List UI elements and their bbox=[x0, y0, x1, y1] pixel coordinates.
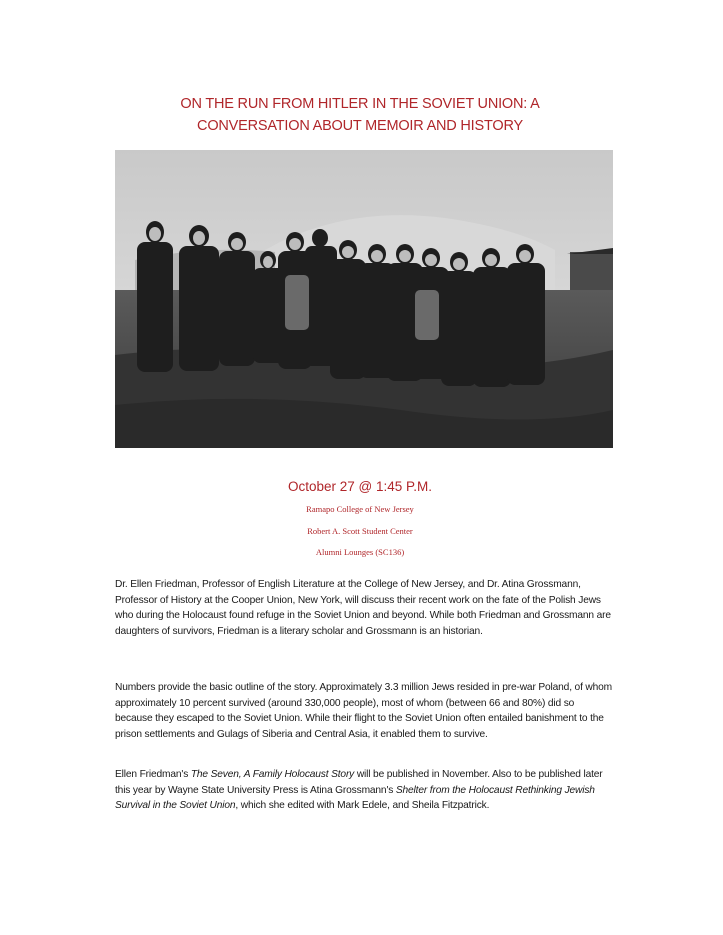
photograph-image bbox=[115, 150, 613, 448]
paragraph-publications bbox=[115, 767, 613, 814]
paragraph-speakers: Dr. Ellen Friedman, Professor of English Literature at the College of New Jersey, and Dr. Atina Grossmann, Professor of History at the Cooper Union, New York, will discuss their recent work on the fate of the Polish Jews who during the Holocaust found refuge in the Soviet Union and beyond. While both Friedman and Grossmann are daughters of survivors, Friedman is a literary scholar and Grossmann is an historian. bbox=[115, 579, 611, 637]
venue-college: Ramapo College of New Jersey bbox=[306, 504, 414, 514]
flyer-title bbox=[120, 93, 600, 137]
publications-text-b: will be published in November. Also to be published later this year by Wayne State University Press is Atina Grossmann's bbox=[115, 769, 603, 796]
paragraph-numbers: Numbers provide the basic outline of the story. Approximately 3.3 million Jews resided in pre-war Poland, of whom approximately 10 percent survived (around 330,000 people), most of whom (between 66 and 80%) did so because they escaped to the Soviet Union. While their flight to the Soviet Union often entailed banishment to the prison settlements and Gulags of Siberia and Central Asia, it enabled them to survive. bbox=[115, 682, 613, 740]
publications-text-c: , which she edited with Mark Edele, and Sheila Fitzpatrick. bbox=[235, 800, 490, 811]
group-photograph bbox=[115, 150, 613, 448]
book-title-shelter: Shelter from the Holocaust Rethinking Jewish Survival in the Soviet Union bbox=[115, 784, 595, 811]
title-line-2: CONVERSATION ABOUT MEMOIR AND HISTORY bbox=[197, 118, 523, 134]
publications-text-a: Ellen Friedman's bbox=[115, 769, 191, 780]
venue-building: Robert A. Scott Student Center bbox=[307, 526, 413, 536]
book-title-the-seven: The Seven, A Family Holocaust Story bbox=[190, 769, 355, 780]
event-date-time: October 27 @ 1:45 P.M. bbox=[287, 479, 433, 494]
title-line-1: ON THE RUN FROM HITLER IN THE SOVIET UNION: A bbox=[180, 96, 540, 112]
venue-room: Alumni Lounges (SC136) bbox=[315, 547, 405, 557]
